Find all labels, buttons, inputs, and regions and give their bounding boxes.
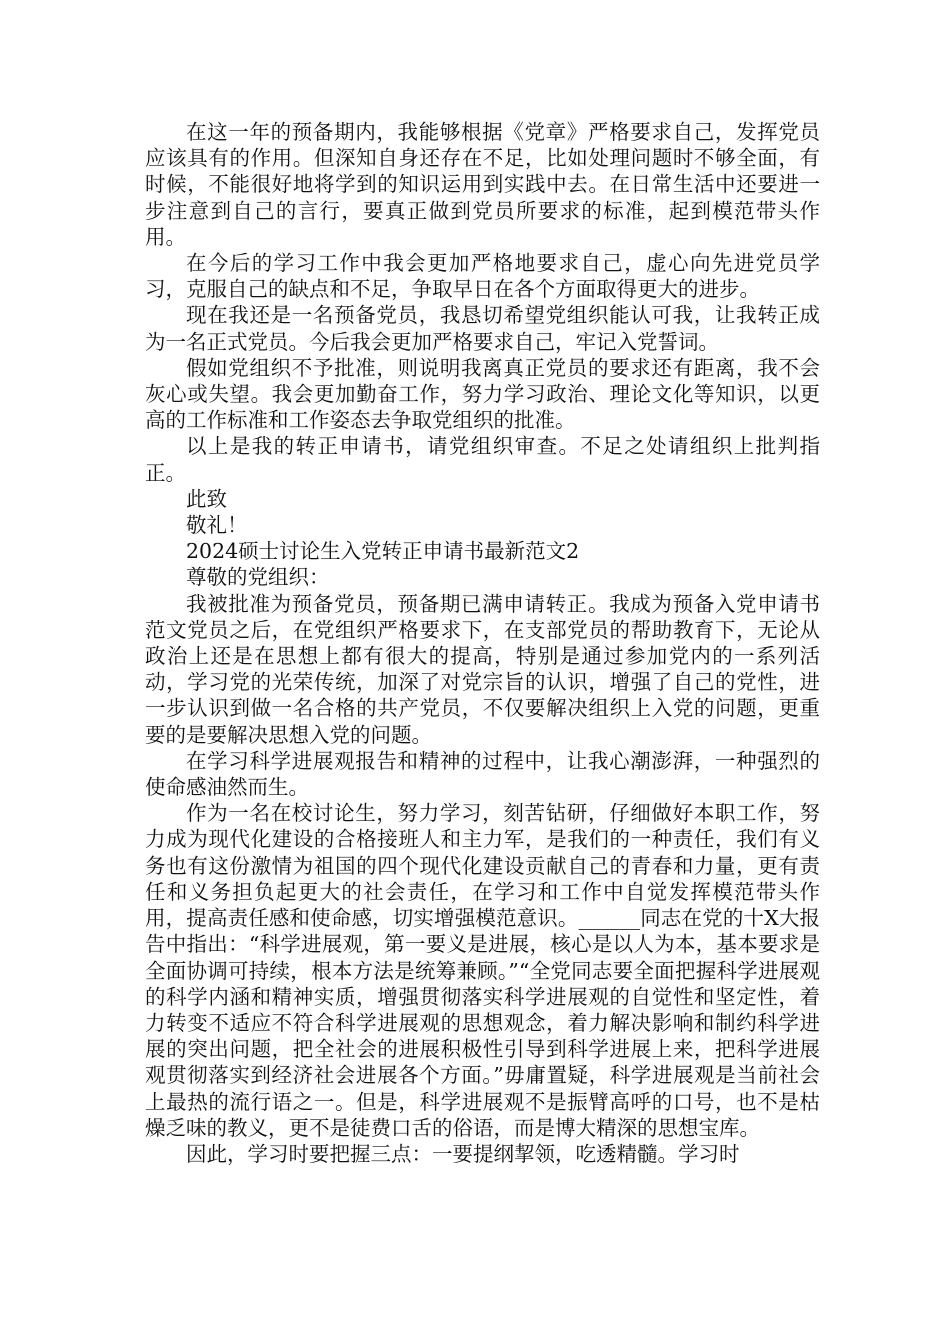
paragraph-4: 假如党组织不予批准，则说明我离真正党员的要求还有距离，我不会灰心或失望。我会更加勤奋工作，努力学习政治、理论文化等知识，以更高的工作标准和工作姿态去争取党组织的批准。 xyxy=(145,355,820,433)
paragraph-9: 因此，学习时要把握三点：一要提纲挈领，吃透精髓。学习时 xyxy=(186,1141,740,1166)
section-title: 2024硕士讨论生入党转正申请书最新范文2 xyxy=(186,539,580,564)
document-page xyxy=(145,119,820,1167)
paragraph-6: 我被批准为预备党员，预备期已满申请转正。我成为预备入党申请书范文党员之后，在党组织严格要求下，在支部党员的帮助教育下，无论从政治上还是在思想上都有很大的提高，特别是通过参加党内的一系列活动，学习党的光荣传统，加深了对党宗旨的认识，增强了自己的党性，进一步认识到做一名合格的共产党员，不仅要解决组织上入党的问题，更重要的是要解决思想入党的问题。 xyxy=(145,591,820,747)
closing-ci-zhi: 此致 xyxy=(186,486,227,511)
paragraph-5: 以上是我的转正申请书，请党组织审查。不足之处请组织上批判指正。 xyxy=(145,434,820,485)
paragraph-8: 作为一名在校讨论生，努力学习，刻苦钻研，仔细做好本职工作，努力成为现代化建设的合格接班人和主力军，是我们的一种责任，我们有义务也有这份激情为祖国的四个现代化建设贡献自己的青春和力量，更有责任和义务担负起更大的社会责任，在学习和工作中自觉发挥模范带头作用，提高责任感和使命感，切实增强模范意识。______同志在党的十X大报告中指出：“科学进展观，第一要义是进展，核心是以人为本，基本要求是全面协调可持续，根本方法是统筹兼顾。”“全党同志要全面把握科学进展观的科学内涵和精神实质，增强贯彻落实科学进展观的自觉性和坚定性，着力转变不适应不符合科学进展观的思想观念，着力解决影响和制约科学进展的突出问题，把全社会的进展积极性引导到科学进展上来，把科学进展观贯彻落实到经济社会进展各个方面。”毋庸置疑，科学进展观是当前社会上最热的流行语之一。但是，科学进展观不是振臂高呼的口号，也不是枯燥乏味的教义，更不是徒费口舌的俗语，而是博大精深的思想宝库。 xyxy=(145,801,820,1140)
paragraph-1: 在这一年的预备期内，我能够根据《党章》严格要求自己，发挥党员应该具有的作用。但深知自身还存在不足，比如处理问题时不够全面，有时候，不能很好地将学到的知识运用到实践中去。在日常生活中还要进一步注意到自己的言行，要真正做到党员所要求的标准，起到模范带头作用。 xyxy=(145,120,820,249)
paragraph-7: 在学习科学进展观报告和精神的过程中，让我心潮澎湃，一种强烈的使命感油然而生。 xyxy=(145,748,820,800)
paragraph-3: 现在我还是一名预备党员，我恳切希望党组织能认可我，让我转正成为一名正式党员。今后我会更加严格要求自己，牢记入党誓词。 xyxy=(145,303,820,354)
paragraph-2: 在今后的学习工作中我会更加严格地要求自己，虚心向先进党员学习，克服自己的缺点和不足，争取早日在各个方面取得更大的进步。 xyxy=(145,251,820,302)
salutation: 尊敬的党组织： xyxy=(186,565,330,590)
closing-jing-li: 敬礼！ xyxy=(186,513,248,538)
